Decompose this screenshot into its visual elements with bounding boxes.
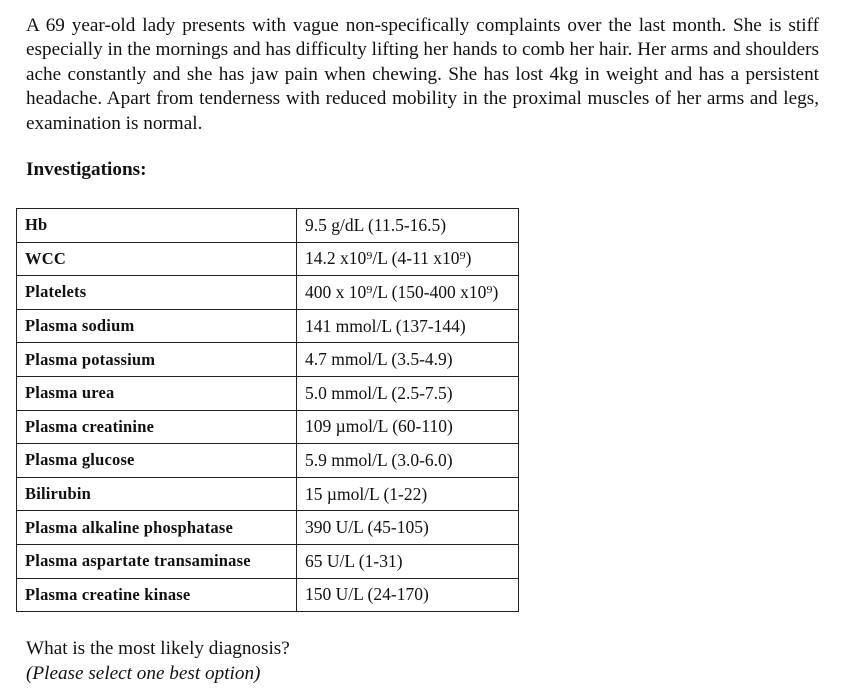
test-name: Plasma urea bbox=[17, 376, 297, 410]
test-name: Plasma creatinine bbox=[17, 410, 297, 444]
test-name: Plasma sodium bbox=[17, 309, 297, 343]
table-row bbox=[17, 511, 519, 545]
table-row bbox=[17, 477, 519, 511]
test-value: 9.5 g/dL (11.5-16.5) bbox=[297, 209, 519, 243]
table-row bbox=[17, 444, 519, 478]
test-value: 141 mmol/L (137-144) bbox=[297, 309, 519, 343]
test-name: Bilirubin bbox=[17, 477, 297, 511]
table-row bbox=[17, 242, 519, 276]
test-name: Plasma aspartate transaminase bbox=[17, 544, 297, 578]
table-row bbox=[17, 410, 519, 444]
test-name: WCC bbox=[17, 242, 297, 276]
table-row bbox=[17, 276, 519, 310]
investigations-heading: Investigations: bbox=[26, 159, 147, 180]
case-stem: A 69 year-old lady presents with vague non-specifically complaints over the last month. She is stiff especially in the mornings and has difficulty lifting her hands to comb her hair. Her arms and shoulders ache constantly and she has jaw pain when chewing. She has lost 4kg in weight and has a persistent headache. Apart from tenderness with reduced mobility in the proximal muscles of her arms and legs, examination is normal. bbox=[26, 15, 819, 134]
test-value: 109 µmol/L (60-110) bbox=[297, 410, 519, 444]
test-value: 390 U/L (45-105) bbox=[297, 511, 519, 545]
test-value: 150 U/L (24-170) bbox=[297, 578, 519, 612]
table-row bbox=[17, 578, 519, 612]
test-value: 4.7 mmol/L (3.5-4.9) bbox=[297, 343, 519, 377]
instruction-text: (Please select one best option) bbox=[26, 663, 261, 684]
question-text: What is the most likely diagnosis? bbox=[26, 638, 290, 659]
test-value: 5.9 mmol/L (3.0-6.0) bbox=[297, 444, 519, 478]
table-row bbox=[17, 343, 519, 377]
test-value: 14.2 x10⁹/L (4-11 x10⁹) bbox=[297, 242, 519, 276]
test-name: Platelets bbox=[17, 276, 297, 310]
test-name: Plasma glucose bbox=[17, 444, 297, 478]
test-value: 5.0 mmol/L (2.5-7.5) bbox=[297, 376, 519, 410]
table-row bbox=[17, 376, 519, 410]
test-value: 400 x 10⁹/L (150-400 x10⁹) bbox=[297, 276, 519, 310]
test-name: Plasma creatine kinase bbox=[17, 578, 297, 612]
test-name: Hb bbox=[17, 209, 297, 243]
test-value: 65 U/L (1-31) bbox=[297, 544, 519, 578]
table-row bbox=[17, 309, 519, 343]
table-row bbox=[17, 544, 519, 578]
table-row bbox=[17, 209, 519, 243]
investigations-table bbox=[16, 208, 519, 612]
test-name: Plasma alkaline phosphatase bbox=[17, 511, 297, 545]
test-name: Plasma potassium bbox=[17, 343, 297, 377]
test-value: 15 µmol/L (1-22) bbox=[297, 477, 519, 511]
